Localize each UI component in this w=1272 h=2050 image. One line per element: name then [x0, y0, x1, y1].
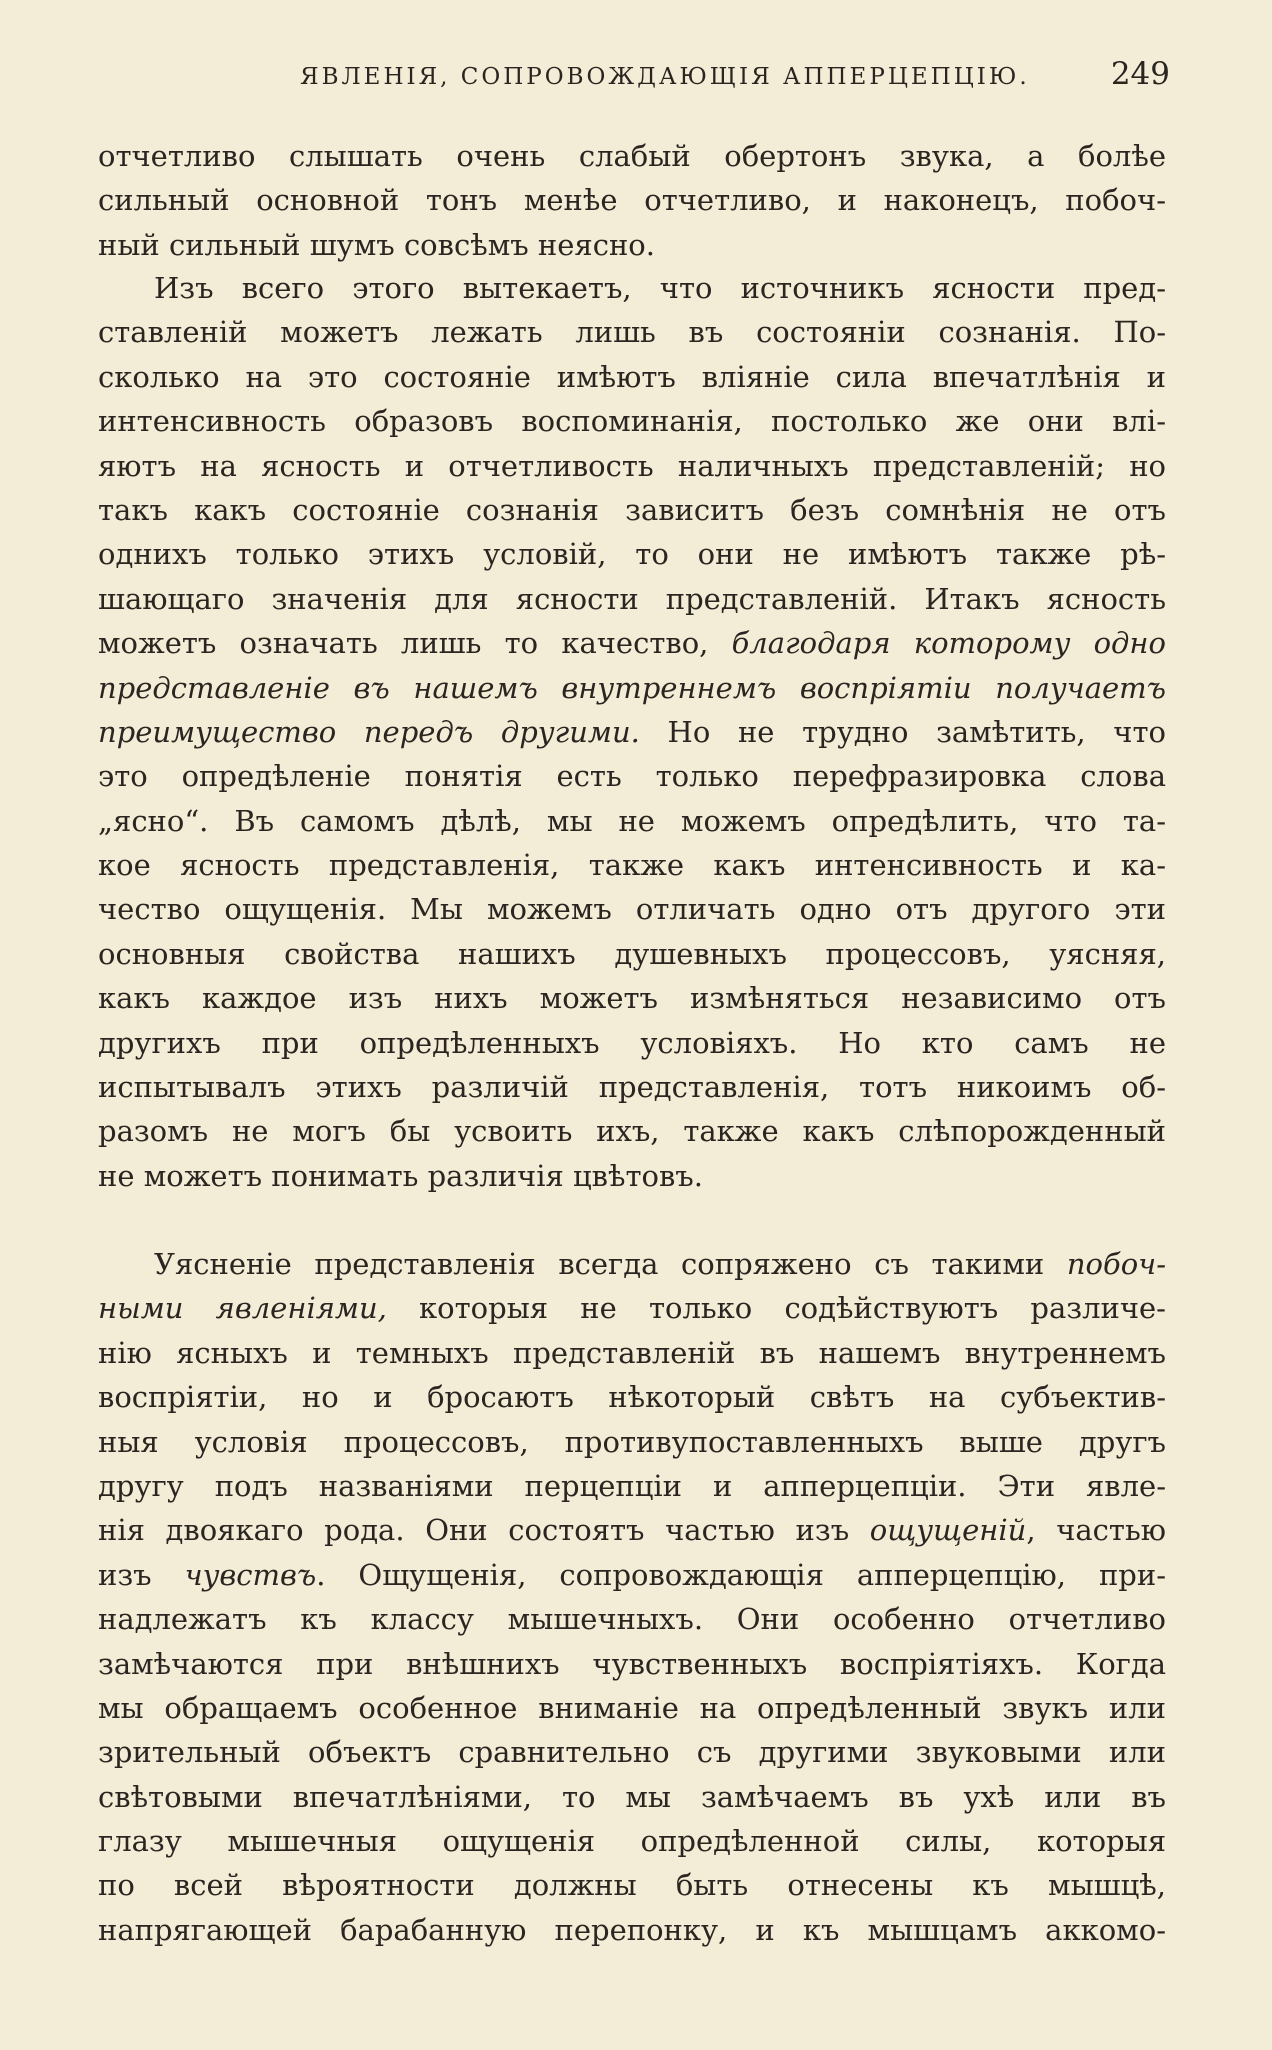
- running-title: ЯВЛЕНІЯ, СОПРОВОЖДАЮЩІЯ АППЕРЦЕПЦІЮ.: [300, 64, 1030, 90]
- text-segment: ставленій можетъ лежать лишь въ состояніи сознанія. По-: [98, 315, 1166, 350]
- italic-text: преимущество передъ другими.: [98, 714, 640, 749]
- text-segment: Но не трудно замѣтить, что: [639, 714, 1166, 749]
- text-line: [98, 1597, 1166, 1641]
- text-segment: которыя не только содѣйствуютъ различе-: [386, 1291, 1166, 1326]
- text-line: [98, 710, 1166, 754]
- text-segment: шающаго значенія для ясности представленій. Итакъ ясность: [98, 581, 1166, 616]
- text-line: [98, 1508, 1166, 1552]
- text-line: [98, 532, 1166, 576]
- text-line: [98, 932, 1166, 976]
- text-line: [98, 399, 1166, 443]
- text-line: [98, 266, 1166, 310]
- text-line: [98, 887, 1166, 931]
- text-line: [98, 1331, 1166, 1375]
- text-segment: по всей вѣроятности должны быть отнесены къ мышцѣ,: [98, 1868, 1166, 1903]
- text-line: [98, 799, 1166, 843]
- text-line: [98, 178, 1166, 222]
- text-line: [98, 355, 1166, 399]
- text-segment: „ясно“. Въ самомъ дѣлѣ, мы не можемъ опредѣлить, что та-: [98, 803, 1166, 838]
- text-segment: нія двоякаго рода. Они состоятъ частью изъ: [98, 1513, 870, 1548]
- text-segment: кое ясность представленія, также какъ интенсивность и ка-: [98, 848, 1166, 883]
- text-segment: другу подъ названіями перцепціи и апперцепціи. Эти явле-: [98, 1468, 1166, 1503]
- text-line: [98, 1775, 1166, 1819]
- text-line: [98, 1021, 1166, 1065]
- text-segment: , частью: [1026, 1513, 1166, 1548]
- text-line: [98, 843, 1166, 887]
- text-segment: замѣчаются при внѣшнихъ чувственныхъ воспріятіяхъ. Когда: [98, 1646, 1166, 1681]
- italic-text: благодаря которому одно: [731, 626, 1166, 661]
- text-segment: какъ каждое изъ нихъ можетъ измѣняться независимо отъ: [98, 981, 1166, 1016]
- text-line: [98, 1863, 1166, 1907]
- text-line: [98, 1286, 1166, 1330]
- text-line: [98, 577, 1166, 621]
- paragraph-continuation: [98, 134, 1166, 267]
- text-line: [98, 134, 1166, 178]
- text-segment: чество ощущенія. Мы можемъ отличать одно отъ другого эти: [98, 892, 1166, 927]
- text-segment: не можетъ понимать различія цвѣтовъ.: [98, 1158, 703, 1193]
- text-line: [98, 1908, 1166, 1952]
- text-segment: яютъ на ясность и отчетливость наличныхъ представленій; но: [98, 448, 1166, 483]
- italic-text: чувствъ: [184, 1557, 317, 1592]
- text-line: [98, 666, 1166, 710]
- text-segment: ныя условія процессовъ, противупоставленныхъ выше другъ: [98, 1424, 1166, 1459]
- text-segment: однихъ только этихъ условій, то они не имѣютъ также рѣ-: [98, 537, 1166, 572]
- text-segment: сильный основной тонъ менѣе отчетливо, и наконецъ, побоч-: [98, 183, 1166, 218]
- text-segment: другихъ при опредѣленныхъ условіяхъ. Но кто самъ не: [98, 1025, 1166, 1060]
- text-segment: сколько на это состояніе имѣютъ вліяніе сила впечатлѣнія и: [98, 359, 1166, 394]
- text-segment: испытывалъ этихъ различій представленія, тотъ никоимъ об-: [98, 1070, 1166, 1105]
- text-segment: зрительный объектъ сравнительно съ другими звуковыми или: [98, 1735, 1166, 1770]
- text-line: [98, 1242, 1166, 1286]
- text-line: [98, 1686, 1166, 1730]
- text-line: [98, 1464, 1166, 1508]
- text-line: [98, 754, 1166, 798]
- text-line: [98, 621, 1166, 665]
- text-segment: основныя свойства нашихъ душевныхъ процессовъ, уясняя,: [98, 936, 1166, 971]
- text-segment: это опредѣленіе понятія есть только перефразировка слова: [98, 759, 1166, 794]
- running-head: [300, 56, 1170, 92]
- text-segment: свѣтовыми впечатлѣніями, то мы замѣчаемъ въ ухѣ или въ: [98, 1779, 1166, 1814]
- text-segment: Уясненіе представленія всегда сопряжено съ такими: [154, 1247, 1067, 1281]
- text-line: [98, 310, 1166, 354]
- text-line: [98, 976, 1166, 1020]
- italic-text: побоч-: [1066, 1247, 1166, 1281]
- text-line: [98, 1553, 1166, 1597]
- text-segment: глазу мышечныя ощущенія опредѣленной силы, которыя: [98, 1824, 1166, 1859]
- text-line: [98, 1819, 1166, 1863]
- text-segment: нію ясныхъ и темныхъ представленій въ нашемъ внутреннемъ: [98, 1335, 1166, 1370]
- text-line: [98, 1730, 1166, 1774]
- text-segment: Изъ всего этого вытекаетъ, что источникъ ясности пред-: [154, 271, 1166, 305]
- paragraph-side-phenomena: [98, 1242, 1166, 1952]
- italic-text: ощущеній: [869, 1513, 1027, 1548]
- text-segment: интенсивность образовъ воспоминанія, постолько же они влі-: [98, 404, 1166, 439]
- text-segment: мы обращаемъ особенное вниманіе на опредѣленный звукъ или: [98, 1690, 1166, 1725]
- text-line: [98, 223, 1166, 267]
- text-segment: можетъ означать лишь то качество,: [98, 626, 732, 661]
- text-line: [98, 1420, 1166, 1464]
- text-segment: напрягающей барабанную перепонку, и къ мышцамъ аккомо-: [98, 1912, 1166, 1947]
- text-segment: надлежатъ къ классу мышечныхъ. Они особенно отчетливо: [98, 1602, 1166, 1637]
- paragraph-clarity-source: [98, 266, 1166, 1198]
- text-segment: . Ощущенія, сопровождающія апперцепцію, при-: [316, 1557, 1166, 1592]
- text-line: [98, 1065, 1166, 1109]
- page-number: 249: [1110, 56, 1170, 92]
- text-segment: отчетливо слышать очень слабый обертонъ звука, а болѣе: [98, 139, 1166, 173]
- text-line: [98, 1375, 1166, 1419]
- italic-text: представленіе въ нашемъ внутреннемъ воспріятіи получаетъ: [98, 670, 1166, 705]
- text-line: [98, 488, 1166, 532]
- text-line: [98, 1109, 1166, 1153]
- text-segment: разомъ не могъ бы усвоить ихъ, также какъ слѣпорожденный: [98, 1114, 1166, 1149]
- text-segment: воспріятіи, но и бросаютъ нѣкоторый свѣтъ на субъектив-: [98, 1380, 1166, 1415]
- italic-text: ными явленіями,: [98, 1291, 387, 1326]
- text-segment: такъ какъ состояніе сознанія зависитъ безъ сомнѣнія не отъ: [98, 492, 1166, 527]
- text-line: [98, 444, 1166, 488]
- text-line: [98, 1642, 1166, 1686]
- text-line: [98, 1154, 1166, 1198]
- text-segment: ный сильный шумъ совсѣмъ неясно.: [98, 227, 655, 262]
- text-segment: изъ: [98, 1557, 185, 1592]
